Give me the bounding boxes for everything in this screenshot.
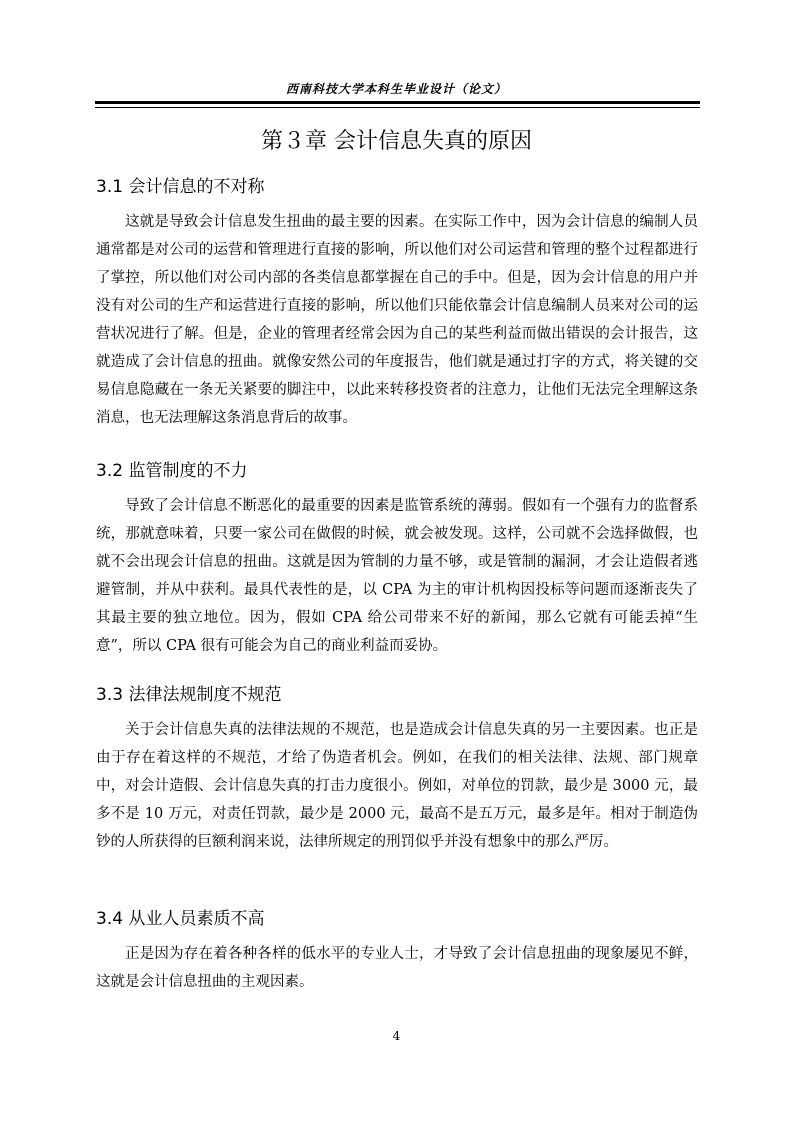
section-paragraph-3-4: 正是因为存在着各种各样的低水平的专业人士，才导致了会计信息扭曲的现象屡见不鲜，这就是会计信息扭曲的主观因素。 — [96, 946, 698, 990]
section-heading-3-1: 3.1 会计信息的不对称 — [96, 177, 265, 197]
section-heading-3-4: 3.4 从业人员素质不高 — [96, 909, 265, 929]
section-paragraph-3-3: 关于会计信息失真的法律法规的不规范，也是造成会计信息失真的另一主要因素。也正是由于存在着这样的不规范，才给了伪造者机会。例如，在我们的相关法律、法规、部门规章中，对会计造假、会计信息失真的打击力度很小。例如，对单位的罚款，最少是 3000 元，最多不是 10 万元，对责任罚款，最少是 2000 元，最高不是五万元，最多是年。相对于制造伪钞的人所获得的巨额利润来说，法律所规定的刑罚似乎并没有想象中的那么严厉。 — [96, 722, 698, 850]
chapter-title: 第３章 会计信息失真的原因 — [261, 129, 532, 154]
running-header: 西南科技大学本科生毕业设计（论文） — [285, 82, 507, 96]
header-rule-thick — [95, 101, 700, 104]
section-paragraph-3-1: 这就是导致会计信息发生扭曲的最主要的因素。在实际工作中，因为会计信息的编制人员通常都是对公司的运营和管理进行直接的影响，所以他们对公司运营和管理的整个过程都进行了掌控，所以他们对公司内部的各类信息都掌握在自己的手中。但是，因为会计信息的用户并没有对公司的生产和运营进行直接的影响，所以他们只能依靠会计信息编制人员来对公司的运营状况进行了解。但是，企业的管理者经常会因为自己的某些利益而做出错误的会计报告，这就造成了会计信息的扭曲。就像安然公司的年度报告，他们就是通过打字的方式，将关键的交易信息隐藏在一条无关紧要的脚注中，以此来转移投资者的注意力，让他们无法完全理解这条消息，也无法理解这条消息背后的故事。 — [96, 214, 698, 426]
section-heading-3-3: 3.3 法律法规制度不规范 — [96, 685, 282, 705]
page-number: 4 — [392, 1029, 401, 1043]
section-heading-3-2: 3.2 监管制度的不力 — [96, 461, 248, 481]
header-rule-thin — [95, 107, 700, 108]
section-paragraph-3-2: 导致了会计信息不断恶化的最重要的因素是监管系统的薄弱。假如有一个强有力的监督系统，那就意味着，只要一家公司在做假的时候，就会被发现。这样，公司就不会选择做假，也就不会出现会计信息的扭曲。这就是因为管制的力量不够，或是管制的漏洞，才会让造假者逃避管制，并从中获利。最具代表性的是，以 CPA 为主的审计机构因投标等问题而逐渐丧失了其最主要的独立地位。因为，假如 CPA 给公司带来不好的新闻，那么它就有可能丢掉“生意”，所以 CPA 很有可能会为自己的商业利益而妥协。 — [96, 498, 698, 654]
